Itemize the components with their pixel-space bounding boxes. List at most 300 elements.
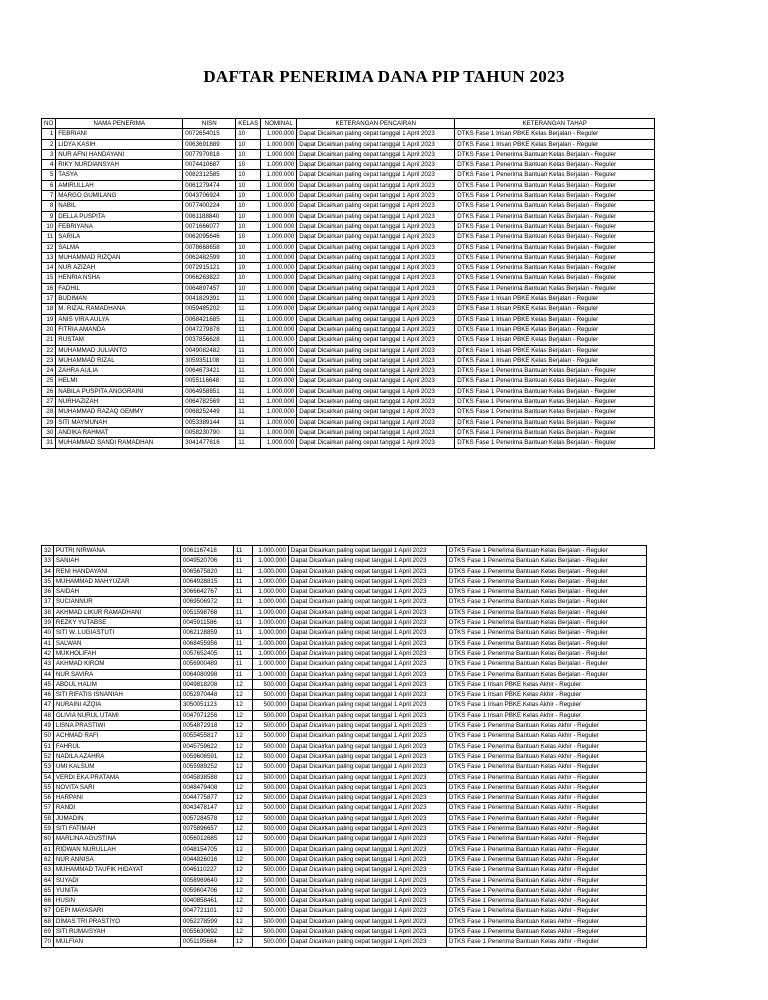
cell-nominal: 500.000 (252, 772, 288, 782)
table-header-row (42, 119, 655, 129)
cell-kelas: 10 (236, 129, 261, 139)
cell-keterangan-pencairan: Dapat Dicairkan paling cepat tanggal 1 April 2023 (297, 160, 455, 170)
table-row (42, 397, 655, 407)
cell-keterangan-pencairan: Dapat Dicairkan paling cepat tanggal 1 April 2023 (288, 679, 446, 689)
cell-no: 53 (42, 762, 54, 772)
cell-nisn: 0055989252 (180, 762, 233, 772)
cell-nisn: 0077970818 (183, 149, 236, 159)
cell-no: 29 (42, 417, 56, 427)
cell-nisn: 0064928815 (180, 576, 233, 586)
cell-kelas: 12 (233, 721, 252, 731)
cell-keterangan-pencairan: Dapat Dicairkan paling cepat tanggal 1 April 2023 (288, 576, 446, 586)
cell-nisn: 0068421685 (183, 314, 236, 324)
cell-nama-penerima: MUHAMMAD RIZAL (56, 355, 183, 365)
cell-nama-penerima: UMI KALSUM (53, 762, 180, 772)
cell-keterangan-tahap: DTKS Fase 1 Penerima Bantuan Kelas Berjalan - Reguler (446, 576, 646, 586)
cell-nama-penerima: OLIVIA NURUL UTAMI (53, 710, 180, 720)
cell-kelas: 11 (236, 324, 261, 334)
cell-keterangan-pencairan: Dapat Dicairkan paling cepat tanggal 1 April 2023 (288, 618, 446, 628)
cell-keterangan-tahap: DTKS Fase 1 Irisan PBKE Kelas Berjalan - Reguler (455, 355, 655, 365)
cell-nisn: 3059351108 (183, 355, 236, 365)
cell-kelas: 12 (233, 813, 252, 823)
cell-keterangan-pencairan: Dapat Dicairkan paling cepat tanggal 1 April 2023 (297, 191, 455, 201)
table-row (42, 597, 647, 607)
cell-nama-penerima: MUHAMMAD RAZAQ GEMMY (56, 407, 183, 417)
table-row (42, 906, 647, 916)
cell-keterangan-tahap: DTKS Fase 1 Penerima Bantuan Kelas Akhir - Reguler (446, 875, 646, 885)
table-row (42, 566, 647, 576)
cell-nominal: 500.000 (252, 844, 288, 854)
cell-kelas: 11 (233, 648, 252, 658)
cell-nominal: 1.000.000 (252, 648, 288, 658)
cell-keterangan-tahap: DTKS Fase 1 Penerima Bantuan Kelas Berjalan - Reguler (446, 607, 646, 617)
cell-keterangan-pencairan: Dapat Dicairkan paling cepat tanggal 1 April 2023 (297, 129, 455, 139)
cell-nisn: 0064782569 (183, 397, 236, 407)
cell-keterangan-tahap: DTKS Fase 1 Penerima Bantuan Kelas Berjalan - Reguler (446, 638, 646, 648)
cell-kelas: 10 (236, 283, 261, 293)
cell-keterangan-tahap: DTKS Fase 1 Penerima Bantuan Kelas Berjalan - Reguler (455, 160, 655, 170)
cell-no: 22 (42, 345, 56, 355)
cell-no: 48 (42, 710, 54, 720)
cell-nisn: 3041477816 (183, 438, 236, 448)
cell-nama-penerima: DIMAS TRI PRASTIYO (53, 916, 180, 926)
cell-nama-penerima: LISNA PRASTIWI (53, 721, 180, 731)
table-row (42, 304, 655, 314)
cell-no: 16 (42, 283, 56, 293)
table-row (42, 201, 655, 211)
cell-nominal: 1.000.000 (261, 211, 297, 221)
cell-nama-penerima: RANDI (53, 803, 180, 813)
cell-keterangan-pencairan: Dapat Dicairkan paling cepat tanggal 1 April 2023 (288, 875, 446, 885)
cell-kelas: 10 (236, 191, 261, 201)
cell-nama-penerima: ZAHRA AULIA (56, 366, 183, 376)
cell-nominal: 1.000.000 (261, 324, 297, 334)
cell-keterangan-pencairan: Dapat Dicairkan paling cepat tanggal 1 April 2023 (297, 407, 455, 417)
cell-keterangan-pencairan: Dapat Dicairkan paling cepat tanggal 1 April 2023 (288, 865, 446, 875)
table-row (42, 751, 647, 761)
cell-no: 43 (42, 659, 54, 669)
cell-nama-penerima: ABDUL HALIM (53, 679, 180, 689)
cell-keterangan-pencairan: Dapat Dicairkan paling cepat tanggal 1 April 2023 (297, 221, 455, 231)
cell-nama-penerima: HARPANI (53, 793, 180, 803)
cell-keterangan-tahap: DTKS Fase 1 Penerima Bantuan Kelas Berjalan - Reguler (455, 438, 655, 448)
cell-no: 45 (42, 679, 54, 689)
cell-nama-penerima: SAIDAH (53, 587, 180, 597)
cell-keterangan-pencairan: Dapat Dicairkan paling cepat tanggal 1 April 2023 (288, 669, 446, 679)
cell-nama-penerima: RUSTAM (56, 335, 183, 345)
cell-nominal: 1.000.000 (261, 191, 297, 201)
cell-nominal: 500.000 (252, 896, 288, 906)
cell-nama-penerima: VERDI EKA PRATAMA (53, 772, 180, 782)
cell-keterangan-pencairan: Dapat Dicairkan paling cepat tanggal 1 April 2023 (288, 690, 446, 700)
cell-nisn: 0082312585 (183, 170, 236, 180)
table-row (42, 232, 655, 242)
cell-nominal: 500.000 (252, 906, 288, 916)
cell-kelas: 11 (236, 355, 261, 365)
table-row (42, 345, 655, 355)
cell-nominal: 500.000 (252, 731, 288, 741)
cell-nama-penerima: SUCIANNUR (53, 597, 180, 607)
cell-nisn: 0043706924 (183, 191, 236, 201)
cell-nominal: 500.000 (252, 824, 288, 834)
cell-nominal: 500.000 (252, 741, 288, 751)
cell-no: 28 (42, 407, 56, 417)
cell-no: 64 (42, 875, 54, 885)
cell-keterangan-pencairan: Dapat Dicairkan paling cepat tanggal 1 April 2023 (288, 751, 446, 761)
cell-keterangan-tahap: DTKS Fase 1 Penerima Bantuan Kelas Akhir - Reguler (446, 885, 646, 895)
cell-no: 8 (42, 201, 56, 211)
cell-keterangan-tahap: DTKS Fase 1 Penerima Bantuan Kelas Berjalan - Reguler (455, 180, 655, 190)
cell-kelas: 10 (236, 211, 261, 221)
table-row (42, 793, 647, 803)
cell-no: 18 (42, 304, 56, 314)
table-row (42, 741, 647, 751)
cell-nisn: 0061279474 (183, 180, 236, 190)
cell-keterangan-pencairan: Dapat Dicairkan paling cepat tanggal 1 April 2023 (288, 793, 446, 803)
cell-no: 7 (42, 191, 56, 201)
cell-nisn: 0074410687 (183, 160, 236, 170)
cell-keterangan-pencairan: Dapat Dicairkan paling cepat tanggal 1 April 2023 (297, 314, 455, 324)
cell-keterangan-tahap: DTKS Fase 1 Penerima Bantuan Kelas Akhir - Reguler (446, 782, 646, 792)
cell-kelas: 12 (233, 854, 252, 864)
cell-keterangan-pencairan: Dapat Dicairkan paling cepat tanggal 1 April 2023 (297, 376, 455, 386)
cell-nisn: 0071666077 (183, 221, 236, 231)
cell-nominal: 1.000.000 (261, 283, 297, 293)
cell-nominal: 1.000.000 (261, 397, 297, 407)
cell-kelas: 10 (236, 263, 261, 273)
cell-keterangan-tahap: DTKS Fase 1 Penerima Bantuan Kelas Berjalan - Reguler (455, 201, 655, 211)
cell-keterangan-pencairan: Dapat Dicairkan paling cepat tanggal 1 April 2023 (297, 427, 455, 437)
cell-keterangan-pencairan: Dapat Dicairkan paling cepat tanggal 1 April 2023 (297, 335, 455, 345)
cell-nisn: 0044826016 (180, 854, 233, 864)
cell-nama-penerima: SALWAN (53, 638, 180, 648)
cell-nisn: 0045911586 (180, 618, 233, 628)
cell-nisn: 0057652405 (180, 648, 233, 658)
table-row (42, 648, 647, 658)
cell-nama-penerima: SUYADI (53, 875, 180, 885)
cell-no: 6 (42, 180, 56, 190)
table-row (42, 376, 655, 386)
table-row (42, 731, 647, 741)
cell-no: 46 (42, 690, 54, 700)
cell-keterangan-tahap: DTKS Fase 1 Penerima Bantuan Kelas Berjalan - Reguler (455, 273, 655, 283)
cell-keterangan-pencairan: Dapat Dicairkan paling cepat tanggal 1 April 2023 (288, 741, 446, 751)
cell-nominal: 500.000 (252, 721, 288, 731)
recipient-table-page-1 (41, 118, 655, 449)
cell-keterangan-pencairan: Dapat Dicairkan paling cepat tanggal 1 April 2023 (288, 782, 446, 792)
cell-nominal: 1.000.000 (261, 139, 297, 149)
cell-nama-penerima: NUR SAVIRA (53, 669, 180, 679)
cell-keterangan-tahap: DTKS Fase 1 Penerima Bantuan Kelas Akhir - Reguler (446, 772, 646, 782)
cell-nominal: 1.000.000 (261, 170, 297, 180)
cell-nama-penerima: NUR AZIZAH (56, 263, 183, 273)
cell-keterangan-tahap: DTKS Fase 1 Penerima Bantuan Kelas Berjalan - Reguler (455, 427, 655, 437)
table-row (42, 885, 647, 895)
table-row (42, 417, 655, 427)
cell-kelas: 12 (233, 710, 252, 720)
cell-keterangan-tahap: DTKS Fase 1 Penerima Bantuan Kelas Akhir - Reguler (446, 896, 646, 906)
cell-nominal: 1.000.000 (261, 180, 297, 190)
cell-nominal: 500.000 (252, 793, 288, 803)
cell-nama-penerima: AKHMAD LIKUR RAMADHANI (53, 607, 180, 617)
table-row (42, 211, 655, 221)
cell-keterangan-pencairan: Dapat Dicairkan paling cepat tanggal 1 April 2023 (297, 397, 455, 407)
cell-no: 3 (42, 149, 56, 159)
cell-keterangan-tahap: DTKS Fase 1 Penerima Bantuan Kelas Berjalan - Reguler (446, 597, 646, 607)
cell-nisn: 0068252449 (183, 407, 236, 417)
cell-nominal: 1.000.000 (261, 314, 297, 324)
cell-nama-penerima: FAHRUL (53, 741, 180, 751)
cell-keterangan-tahap: DTKS Fase 1 Irisan PBKE Kelas Berjalan - Reguler (455, 324, 655, 334)
table-row (42, 618, 647, 628)
cell-nominal: 1.000.000 (252, 659, 288, 669)
cell-keterangan-tahap: DTKS Fase 1 Penerima Bantuan Kelas Akhir - Reguler (446, 916, 646, 926)
cell-keterangan-pencairan: Dapat Dicairkan paling cepat tanggal 1 April 2023 (297, 366, 455, 376)
table-row (42, 638, 647, 648)
cell-no: 65 (42, 885, 54, 895)
cell-no: 26 (42, 386, 56, 396)
cell-nisn: 0058969640 (180, 875, 233, 885)
cell-no: 61 (42, 844, 54, 854)
cell-nama-penerima: MUHAMMAD JULIANTO (56, 345, 183, 355)
cell-keterangan-tahap: DTKS Fase 1 Penerima Bantuan Kelas Akhir - Reguler (446, 865, 646, 875)
cell-nama-penerima: MUKHOLIFAH (53, 648, 180, 658)
cell-keterangan-pencairan: Dapat Dicairkan paling cepat tanggal 1 April 2023 (288, 700, 446, 710)
cell-keterangan-tahap: DTKS Fase 1 Penerima Bantuan Kelas Berjalan - Reguler (446, 648, 646, 658)
cell-keterangan-pencairan: Dapat Dicairkan paling cepat tanggal 1 April 2023 (288, 937, 446, 947)
cell-keterangan-tahap: DTKS Fase 1 Penerima Bantuan Kelas Akhir - Reguler (446, 721, 646, 731)
table-row (42, 679, 647, 689)
cell-keterangan-tahap: DTKS Fase 1 Penerima Bantuan Kelas Berjalan - Reguler (446, 566, 646, 576)
cell-nisn: 0049520706 (180, 556, 233, 566)
cell-keterangan-tahap: DTKS Fase 1 Penerima Bantuan Kelas Akhir - Reguler (446, 793, 646, 803)
cell-kelas: 11 (236, 397, 261, 407)
cell-keterangan-pencairan: Dapat Dicairkan paling cepat tanggal 1 April 2023 (288, 638, 446, 648)
cell-keterangan-pencairan: Dapat Dicairkan paling cepat tanggal 1 April 2023 (288, 710, 446, 720)
cell-nominal: 500.000 (252, 751, 288, 761)
cell-keterangan-tahap: DTKS Fase 1 Penerima Bantuan Kelas Akhir - Reguler (446, 937, 646, 947)
cell-nominal: 500.000 (252, 690, 288, 700)
cell-no: 70 (42, 937, 54, 947)
cell-nisn: 0052278599 (180, 916, 233, 926)
cell-kelas: 11 (236, 407, 261, 417)
cell-nama-penerima: SITI FATIMAH (53, 824, 180, 834)
cell-nisn: 0064897457 (183, 283, 236, 293)
cell-no: 47 (42, 700, 54, 710)
cell-nisn: 0069506972 (180, 597, 233, 607)
cell-keterangan-pencairan: Dapat Dicairkan paling cepat tanggal 1 April 2023 (288, 628, 446, 638)
cell-kelas: 10 (236, 170, 261, 180)
cell-kelas: 12 (233, 803, 252, 813)
header-keterangan-pencairan: KETERANGAN PENCAIRAN (297, 119, 455, 129)
cell-nama-penerima: JUMADIN (53, 813, 180, 823)
cell-nama-penerima: FEBRIANI (56, 129, 183, 139)
cell-nama-penerima: SITI RUMAISYAH (53, 926, 180, 936)
cell-no: 67 (42, 906, 54, 916)
cell-kelas: 10 (236, 232, 261, 242)
cell-nominal: 500.000 (252, 700, 288, 710)
cell-kelas: 11 (233, 669, 252, 679)
cell-keterangan-pencairan: Dapat Dicairkan paling cepat tanggal 1 April 2023 (288, 803, 446, 813)
cell-no: 62 (42, 854, 54, 864)
cell-keterangan-tahap: DTKS Fase 1 Penerima Bantuan Kelas Akhir - Reguler (446, 834, 646, 844)
cell-nama-penerima: SITI MAYMUNAH (56, 417, 183, 427)
cell-nama-penerima: FADHIL (56, 283, 183, 293)
table-row (42, 700, 647, 710)
table-row (42, 875, 647, 885)
cell-nisn: 0062095646 (183, 232, 236, 242)
cell-nominal: 1.000.000 (261, 427, 297, 437)
cell-keterangan-pencairan: Dapat Dicairkan paling cepat tanggal 1 April 2023 (297, 180, 455, 190)
cell-no: 1 (42, 129, 56, 139)
cell-keterangan-pencairan: Dapat Dicairkan paling cepat tanggal 1 April 2023 (288, 731, 446, 741)
cell-keterangan-tahap: DTKS Fase 1 Irisan PBKE Kelas Berjalan - Reguler (455, 129, 655, 139)
table-row (42, 669, 647, 679)
cell-keterangan-pencairan: Dapat Dicairkan paling cepat tanggal 1 April 2023 (297, 345, 455, 355)
cell-keterangan-tahap: DTKS Fase 1 Penerima Bantuan Kelas Akhir - Reguler (446, 813, 646, 823)
cell-nominal: 1.000.000 (261, 252, 297, 262)
cell-nisn: 0051598768 (180, 607, 233, 617)
cell-no: 66 (42, 896, 54, 906)
cell-nama-penerima: M. RIZAL RAMADHANA (56, 304, 183, 314)
cell-nisn: 0048154705 (180, 844, 233, 854)
cell-kelas: 11 (233, 576, 252, 586)
cell-keterangan-tahap: DTKS Fase 1 Penerima Bantuan Kelas Berjalan - Reguler (455, 366, 655, 376)
cell-nisn: 0040858461 (180, 896, 233, 906)
cell-nominal: 1.000.000 (261, 242, 297, 252)
cell-nisn: 0051195664 (180, 937, 233, 947)
table-row (42, 324, 655, 334)
cell-no: 68 (42, 916, 54, 926)
cell-nama-penerima: SANIAH (53, 556, 180, 566)
cell-nisn: 0072654015 (183, 129, 236, 139)
cell-nisn: 0059485202 (183, 304, 236, 314)
table-row (42, 427, 655, 437)
table-row (42, 407, 655, 417)
table-row (42, 221, 655, 231)
cell-kelas: 10 (236, 273, 261, 283)
cell-nisn: 0059604706 (180, 885, 233, 895)
cell-keterangan-pencairan: Dapat Dicairkan paling cepat tanggal 1 April 2023 (297, 232, 455, 242)
cell-nisn: 0055116648 (183, 376, 236, 386)
cell-keterangan-tahap: DTKS Fase 1 Penerima Bantuan Kelas Akhir - Reguler (446, 906, 646, 916)
cell-nominal: 1.000.000 (252, 546, 288, 556)
cell-keterangan-pencairan: Dapat Dicairkan paling cepat tanggal 1 April 2023 (288, 916, 446, 926)
cell-nisn: 0062482599 (183, 252, 236, 262)
cell-kelas: 11 (233, 546, 252, 556)
cell-no: 30 (42, 427, 56, 437)
cell-nominal: 1.000.000 (261, 438, 297, 448)
cell-keterangan-tahap: DTKS Fase 1 Irisan PBKE Kelas Berjalan - Reguler (455, 314, 655, 324)
cell-nama-penerima: PUTRI NIRWANA (53, 546, 180, 556)
table-row (42, 129, 655, 139)
cell-keterangan-pencairan: Dapat Dicairkan paling cepat tanggal 1 April 2023 (288, 762, 446, 772)
cell-keterangan-pencairan: Dapat Dicairkan paling cepat tanggal 1 April 2023 (288, 659, 446, 669)
cell-nominal: 1.000.000 (261, 376, 297, 386)
cell-keterangan-tahap: DTKS Fase 1 Penerima Bantuan Kelas Berjalan - Reguler (455, 407, 655, 417)
cell-no: 39 (42, 618, 54, 628)
cell-kelas: 12 (233, 690, 252, 700)
cell-nama-penerima: YUNITA (53, 885, 180, 895)
cell-nama-penerima: SITI RIFATIS ISNANIAH (53, 690, 180, 700)
cell-nominal: 1.000.000 (261, 263, 297, 273)
cell-nominal: 1.000.000 (261, 304, 297, 314)
cell-kelas: 12 (233, 906, 252, 916)
cell-keterangan-pencairan: Dapat Dicairkan paling cepat tanggal 1 April 2023 (288, 834, 446, 844)
cell-keterangan-pencairan: Dapat Dicairkan paling cepat tanggal 1 April 2023 (297, 242, 455, 252)
header-nisn: NISN (183, 119, 236, 129)
cell-no: 50 (42, 731, 54, 741)
table-row (42, 803, 647, 813)
cell-no: 49 (42, 721, 54, 731)
cell-no: 33 (42, 556, 54, 566)
table-row (42, 355, 655, 365)
cell-nominal: 500.000 (252, 865, 288, 875)
cell-keterangan-tahap: DTKS Fase 1 Penerima Bantuan Kelas Berjalan - Reguler (446, 669, 646, 679)
table-row (42, 160, 655, 170)
cell-nama-penerima: RIDWAN NURULLAH (53, 844, 180, 854)
cell-nama-penerima: REZKY YUTABSE (53, 618, 180, 628)
cell-nama-penerima: NABILA PUSPITA ANGGRAINI (56, 386, 183, 396)
cell-nominal: 500.000 (252, 679, 288, 689)
table-row (42, 191, 655, 201)
cell-nisn: 0056012685 (180, 834, 233, 844)
cell-keterangan-pencairan: Dapat Dicairkan paling cepat tanggal 1 April 2023 (288, 587, 446, 597)
cell-nominal: 1.000.000 (261, 345, 297, 355)
cell-no: 20 (42, 324, 56, 334)
cell-keterangan-pencairan: Dapat Dicairkan paling cepat tanggal 1 April 2023 (288, 721, 446, 731)
cell-keterangan-pencairan: Dapat Dicairkan paling cepat tanggal 1 April 2023 (297, 294, 455, 304)
cell-nisn: 0044775877 (180, 793, 233, 803)
cell-nisn: 3066642767 (180, 587, 233, 597)
table-row (42, 546, 647, 556)
cell-nominal: 1.000.000 (261, 160, 297, 170)
cell-keterangan-pencairan: Dapat Dicairkan paling cepat tanggal 1 April 2023 (297, 438, 455, 448)
cell-nama-penerima: ACHMAD RAFI (53, 731, 180, 741)
table-row (42, 937, 647, 947)
cell-nama-penerima: NOVITA SARI (53, 782, 180, 792)
cell-keterangan-pencairan: Dapat Dicairkan paling cepat tanggal 1 April 2023 (288, 885, 446, 895)
cell-nominal: 1.000.000 (261, 386, 297, 396)
cell-kelas: 12 (233, 937, 252, 947)
table-row (42, 587, 647, 597)
cell-no: 57 (42, 803, 54, 813)
cell-kelas: 12 (233, 896, 252, 906)
cell-nama-penerima: AMIRULLAH (56, 180, 183, 190)
cell-no: 31 (42, 438, 56, 448)
cell-nominal: 500.000 (252, 916, 288, 926)
cell-no: 25 (42, 376, 56, 386)
cell-keterangan-pencairan: Dapat Dicairkan paling cepat tanggal 1 April 2023 (288, 926, 446, 936)
cell-keterangan-tahap: DTKS Fase 1 Irisan PBKE Kelas Berjalan - Reguler (455, 294, 655, 304)
table-row (42, 170, 655, 180)
cell-keterangan-tahap: DTKS Fase 1 Irisan PBKE Kelas Berjalan - Reguler (455, 335, 655, 345)
cell-keterangan-tahap: DTKS Fase 1 Irisan PBKE Kelas Berjalan - Reguler (455, 345, 655, 355)
cell-nominal: 1.000.000 (252, 607, 288, 617)
cell-no: 36 (42, 587, 54, 597)
cell-kelas: 11 (233, 556, 252, 566)
cell-nama-penerima: FEBRIYANA (56, 221, 183, 231)
cell-keterangan-tahap: DTKS Fase 1 Penerima Bantuan Kelas Akhir - Reguler (446, 803, 646, 813)
cell-kelas: 11 (236, 314, 261, 324)
cell-no: 34 (42, 566, 54, 576)
cell-keterangan-tahap: DTKS Fase 1 Penerima Bantuan Kelas Berjalan - Reguler (455, 149, 655, 159)
table-row (42, 813, 647, 823)
cell-keterangan-tahap: DTKS Fase 1 Penerima Bantuan Kelas Berjalan - Reguler (446, 587, 646, 597)
cell-no: 23 (42, 355, 56, 365)
cell-nisn: 0065675820 (180, 566, 233, 576)
cell-kelas: 12 (233, 731, 252, 741)
